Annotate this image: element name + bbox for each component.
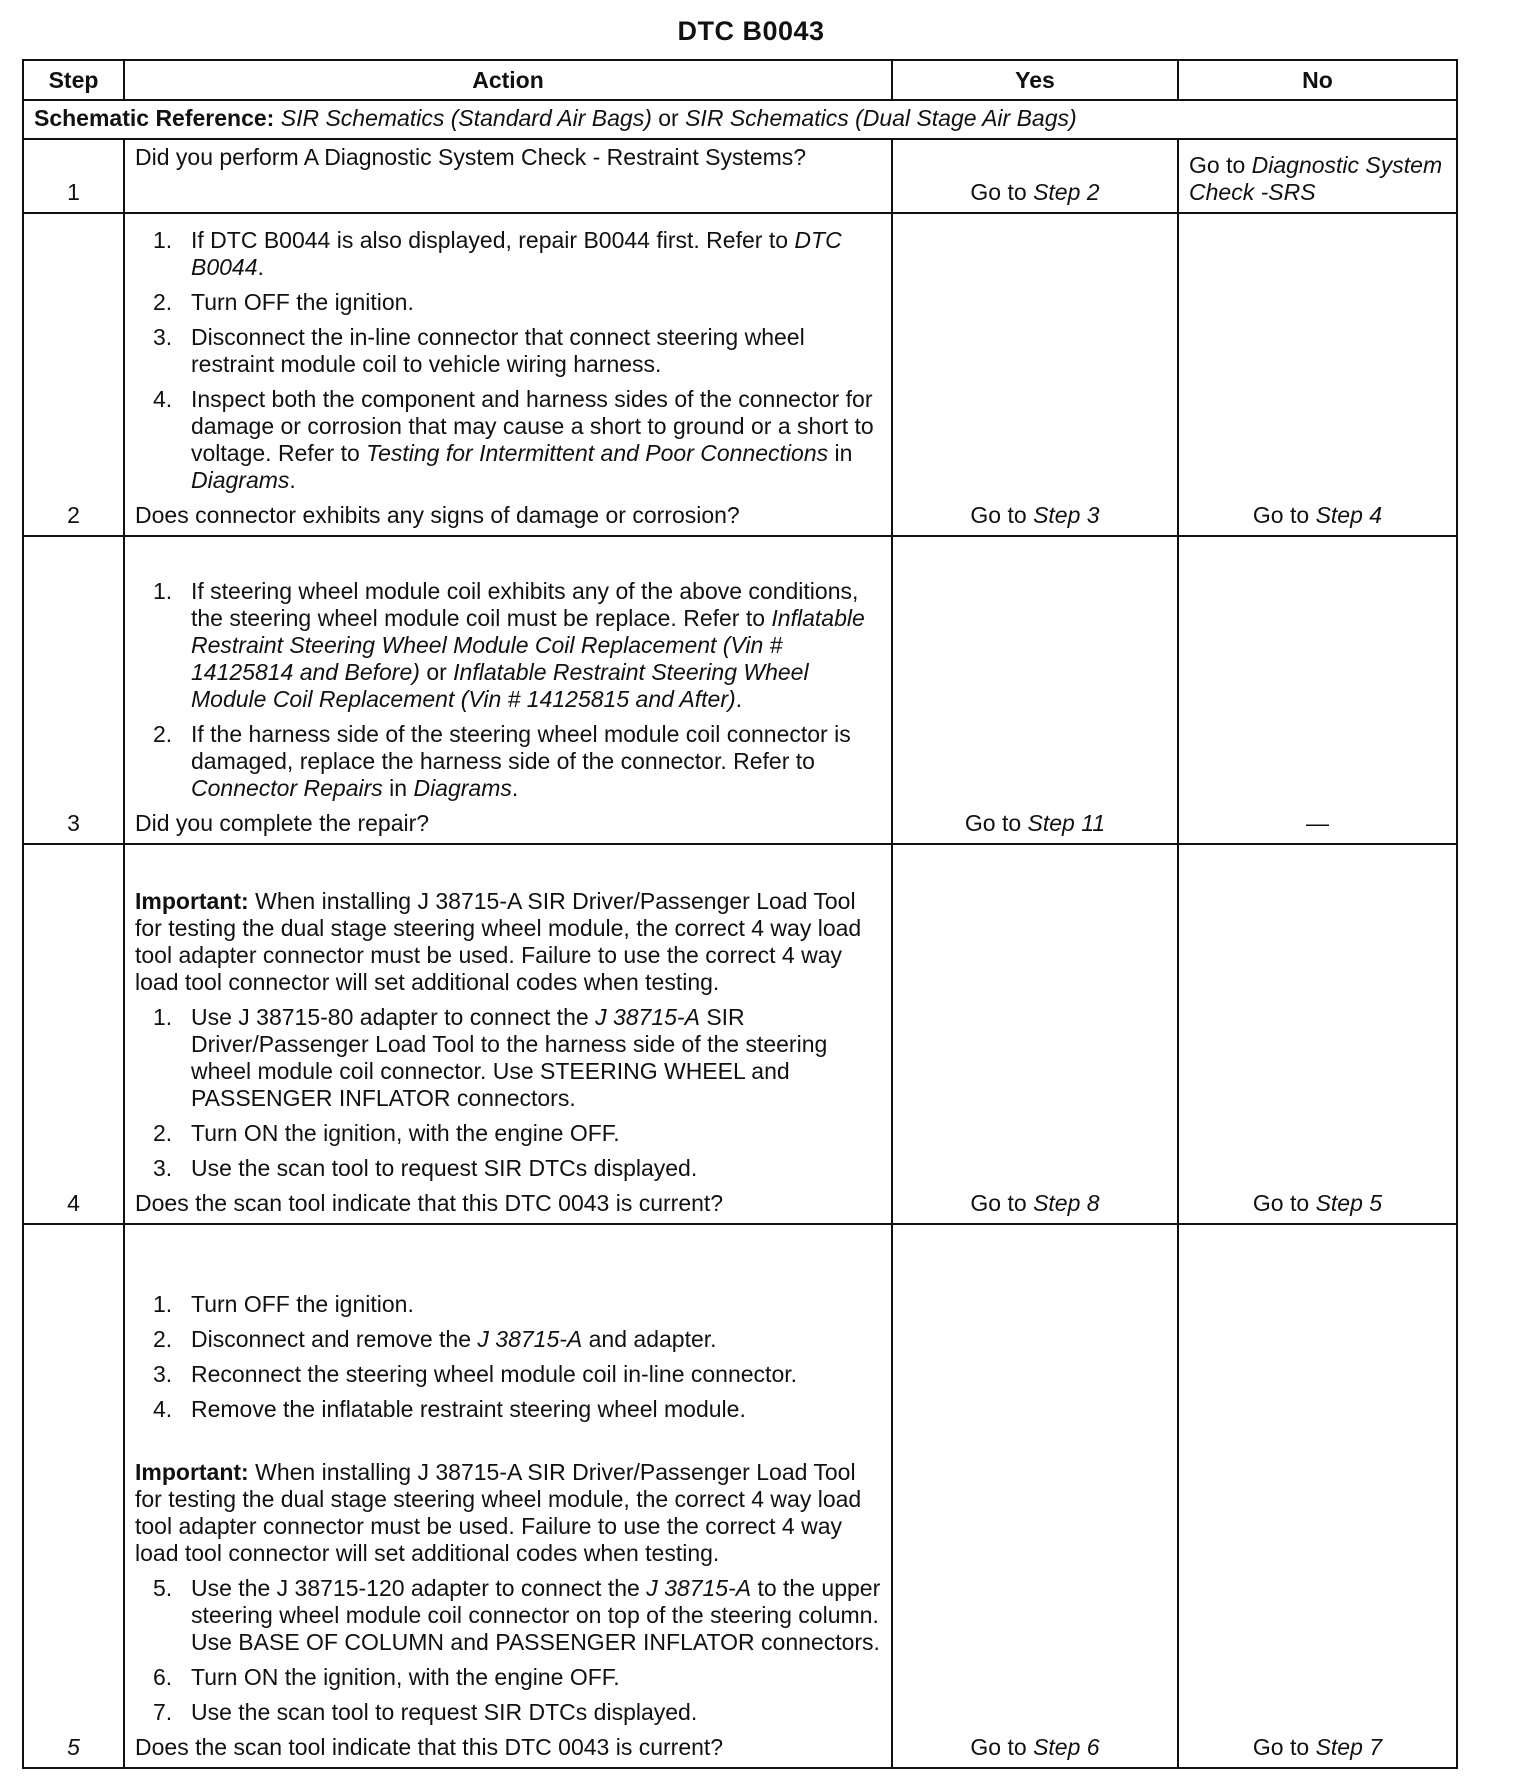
no-link[interactable]: Step 5 <box>1315 1190 1383 1216</box>
no-cell: Go to Step 7 <box>1178 1224 1457 1768</box>
yes-cell: Go to Step 11 <box>892 536 1178 844</box>
table-row-step-2 <box>23 213 1457 536</box>
action-question: Did you perform A Diagnostic System Check - Restraint Systems? <box>124 139 892 213</box>
schematic-reference <box>23 100 1457 139</box>
action-question: Does connector exhibits any signs of damage or corrosion? <box>135 502 740 528</box>
step-number: 1 <box>23 139 124 213</box>
ref-link[interactable]: Connector Repairs <box>191 775 383 801</box>
yes-link[interactable]: Step 3 <box>1033 502 1100 528</box>
table-row-step-1 <box>23 139 1457 213</box>
action-steps <box>135 227 881 494</box>
header-yes: Yes <box>892 60 1178 100</box>
action-cell <box>124 213 892 536</box>
reference-link-standard[interactable]: SIR Schematics (Standard Air Bags) <box>280 105 652 131</box>
no-prefix: Go to <box>1189 152 1246 178</box>
ref-link[interactable]: Diagrams <box>413 775 512 801</box>
no-cell <box>1178 139 1457 213</box>
yes-cell: Go to Step 3 <box>892 213 1178 536</box>
yes-link[interactable]: Step 6 <box>1033 1734 1100 1760</box>
important-note: Important: When installing J 38715-A SIR Driver/Passenger Load Tool for testing the dual stage steering wheel module, the correct 4 way load tool adapter connector must be used. Failure to use the correct 4 way load tool connector will set additional codes when testing. <box>135 888 862 995</box>
ref-link[interactable]: Testing for Intermittent and Poor Connections <box>366 440 829 466</box>
step-number: 4 <box>23 844 124 1224</box>
action-steps <box>135 578 881 802</box>
no-cell: — <box>1178 536 1457 844</box>
no-link[interactable]: Step 7 <box>1315 1734 1383 1760</box>
list-item: 5. Use the J 38715-120 adapter to connect the J 38715-A to the upper steering wheel module coil connector on top of the steering column. Use BASE OF COLUMN and PASSENGER INFLATOR connectors. <box>153 1575 881 1655</box>
action-steps <box>135 1004 881 1182</box>
important-label: Important: <box>135 1459 249 1485</box>
header-step: Step <box>23 60 124 100</box>
ref-link[interactable]: Inflatable Restraint Steering Wheel Module Coil Replacement (Vin # 14125815 and After) <box>191 659 809 712</box>
list-item: 2. Disconnect and remove the J 38715-A and adapter. <box>153 1326 717 1352</box>
list-item: 2. Turn ON the ignition, with the engine OFF. <box>153 1120 620 1146</box>
header-no: No <box>1178 60 1457 100</box>
yes-cell <box>892 139 1178 213</box>
table-row-step-5 <box>23 1224 1457 1768</box>
tool-ref[interactable]: J 38715-A <box>595 1004 700 1030</box>
tool-ref[interactable]: J 38715-A <box>477 1326 583 1352</box>
list-item: 1. If DTC B0044 is also displayed, repair B0044 first. Refer to DTC B0044. <box>153 227 842 280</box>
spacer <box>135 1431 881 1459</box>
table-row-step-4 <box>23 844 1457 1224</box>
important-label: Important: <box>135 888 249 914</box>
action-question: Does the scan tool indicate that this DTC 0043 is current? <box>135 1190 724 1216</box>
list-item: 2. If the harness side of the steering wheel module coil connector is damaged, replace the harness side of the connector. Refer to Connector Repairs in Diagrams. <box>153 721 851 801</box>
list-item: 4. Inspect both the component and harness sides of the connector for damage or corrosion that may cause a short to ground or a short to voltage. Refer to Testing for Intermittent and Poor Connections in Diagrams. <box>153 386 874 493</box>
action-cell <box>124 1224 892 1768</box>
important-note: Important: When installing J 38715-A SIR Driver/Passenger Load Tool for testing the dual stage steering wheel module, the correct 4 way load tool adapter connector must be used. Failure to use the correct 4 way load tool connector will set additional codes when testing. <box>135 1459 862 1566</box>
action-steps <box>135 1291 881 1423</box>
list-item: 4. Remove the inflatable restraint steering wheel module. <box>153 1396 746 1422</box>
page-title: DTC B0043 <box>677 16 825 46</box>
list-item: 3. Reconnect the steering wheel module coil in-line connector. <box>153 1361 798 1387</box>
yes-cell: Go to Step 6 <box>892 1224 1178 1768</box>
action-question: Did you complete the repair? <box>135 810 430 836</box>
reference-label: Schematic Reference: <box>34 105 275 131</box>
list-item: 3. Use the scan tool to request SIR DTCs displayed. <box>153 1155 698 1181</box>
tool-ref[interactable]: J 38715-A <box>646 1575 752 1601</box>
step-number: 2 <box>23 213 124 536</box>
header-row <box>23 60 1457 100</box>
action-cell <box>124 536 892 844</box>
step-number: 5 <box>23 1224 124 1768</box>
yes-link[interactable]: Step 2 <box>1033 179 1100 205</box>
no-cell: Go to Step 5 <box>1178 844 1457 1224</box>
action-steps-continued <box>135 1575 881 1726</box>
list-item: 1. Use J 38715-80 adapter to connect the J 38715-A SIR Driver/Passenger Load Tool to the harness side of the steering wheel module coil connector. Use STEERING WHEEL and PASSENGER INFLATOR connectors. <box>153 1004 828 1111</box>
header-action: Action <box>124 60 892 100</box>
list-item: 1. Turn OFF the ignition. <box>153 1291 414 1317</box>
action-cell <box>124 844 892 1224</box>
yes-prefix: Go to <box>970 179 1027 205</box>
step-number: 3 <box>23 536 124 844</box>
ref-link[interactable]: Inflatable Restraint Steering Wheel Module Coil Replacement (Vin # 14125814 and Before) <box>191 605 865 685</box>
yes-link[interactable]: Step 11 <box>1027 810 1106 836</box>
list-item: 3. Disconnect the in-line connector that connect steering wheel restraint module coil to vehicle wiring harness. <box>153 324 805 377</box>
yes-cell: Go to Step 8 <box>892 844 1178 1224</box>
reference-or: or <box>658 105 679 131</box>
list-item: 7. Use the scan tool to request SIR DTCs displayed. <box>153 1699 698 1725</box>
table-row-step-3 <box>23 536 1457 844</box>
yes-link[interactable]: Step 8 <box>1033 1190 1100 1216</box>
ref-link[interactable]: Diagrams <box>191 467 290 493</box>
list-item: 6. Turn ON the ignition, with the engine OFF. <box>153 1664 620 1690</box>
schematic-reference-row <box>23 100 1457 139</box>
ref-link[interactable]: DTC B0044 <box>191 227 842 280</box>
no-link[interactable]: Diagnostic System Check -SRS <box>1189 152 1443 205</box>
no-cell: Go to Step 4 <box>1178 213 1457 536</box>
action-question: Does the scan tool indicate that this DTC 0043 is current? <box>135 1734 724 1760</box>
list-item: 1. If steering wheel module coil exhibits any of the above conditions, the steering wheel module coil must be replace. Refer to Inflatable Restraint Steering Wheel Module Coil Replacement (Vin # 14125814 and Before) or Inflatable Restraint Steering Wheel Module Coil Replacement (Vin # 14125815 and After). <box>153 578 865 712</box>
list-item: 2. Turn OFF the ignition. <box>153 289 414 315</box>
reference-link-dual[interactable]: SIR Schematics (Dual Stage Air Bags) <box>685 105 1077 131</box>
no-link[interactable]: Step 4 <box>1315 502 1383 528</box>
diagnostic-table <box>22 59 1458 1769</box>
